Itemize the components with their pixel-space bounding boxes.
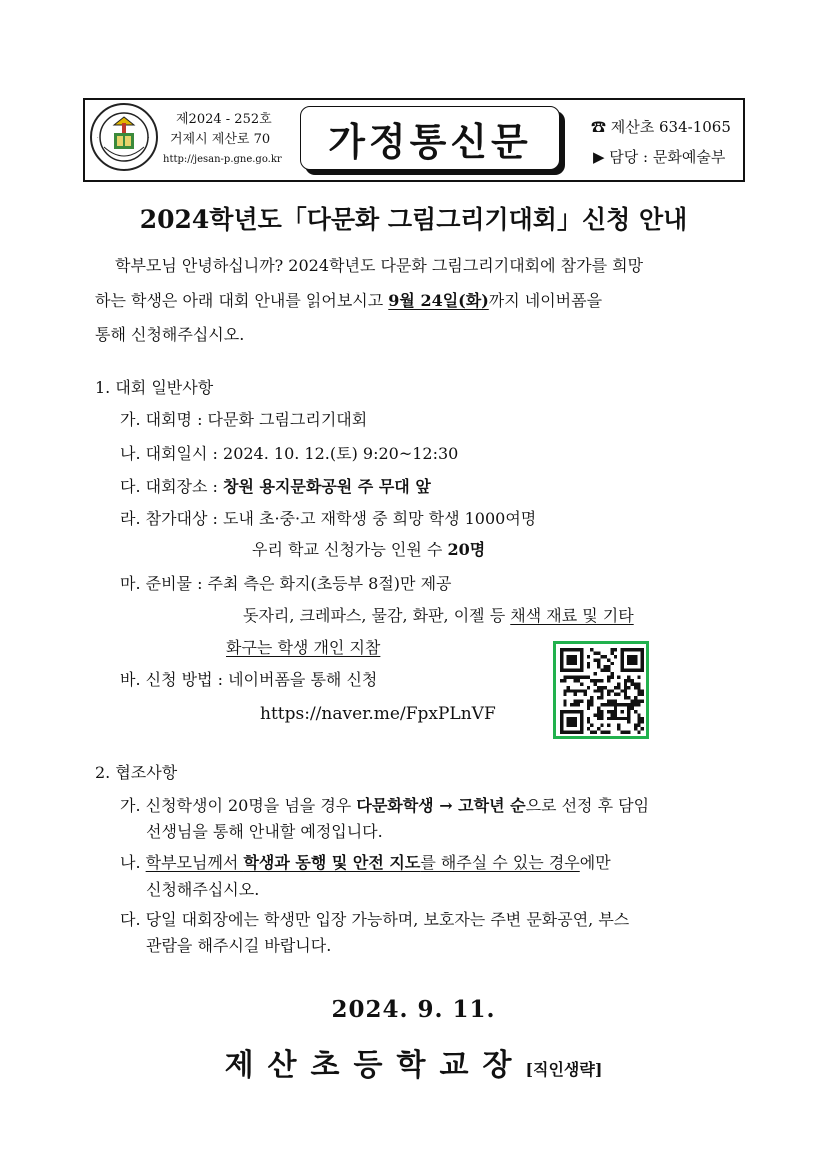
venue-label: 다. 대회장소 :: [120, 477, 224, 496]
contest-date: 나. 대회일시 : 2024. 10. 12.(토) 9:20~12:30: [120, 444, 459, 463]
venue-value: 창원 용지문화공원 주 무대 앞: [223, 477, 431, 496]
page-title: 2024학년도「다문화 그림그리기대회」신청 안내: [139, 205, 688, 234]
cooperation-a-line-2: 선생님을 통해 안내할 예정입니다.: [146, 822, 383, 841]
school-url[interactable]: http://jesan-p.gne.go.kr: [163, 154, 282, 165]
intro-line-3: 통해 신청해주십시오.: [95, 325, 245, 344]
newsletter-title-box: [300, 106, 560, 170]
intro-text: 하는 학생은 아래 대회 안내를 읽어보시고: [95, 291, 389, 310]
school-name: 제산초등학교장: [224, 1048, 526, 1083]
newsletter-title: 가정통신문: [328, 118, 532, 164]
phone-number: ☎ 제산초 634-1065: [591, 118, 731, 136]
cooperation-c-line-1: 다. 당일 대회장에는 학생만 입장 가능하며, 보호자는 주변 문화공연, 부스: [120, 910, 630, 929]
deadline: 9월 24일(화): [388, 291, 489, 310]
contest-target: 라. 참가대상 : 도내 초·중·고 재학생 중 희망 학생 1000여명: [120, 509, 537, 528]
coop-text: 를 해주실 수 있는 경우: [420, 853, 580, 872]
apply-link[interactable]: https://naver.me/FpxPLnVF: [260, 704, 496, 724]
supplies-line-2: [243, 606, 634, 626]
apply-method: 바. 신청 방법 : 네이버폼을 통해 신청: [120, 670, 378, 689]
coop-text: 에만: [579, 853, 611, 872]
coop-text: 으로 선정 후 담임: [525, 796, 650, 815]
supplies-text: 돗자리, 크레파스, 물감, 화판, 이젤 등: [243, 606, 511, 625]
contest-name: 가. 대회명 : 다문화 그림그리기대회: [120, 410, 368, 429]
cooperation-a-line-1: [120, 796, 649, 816]
cooperation-b-line-2: 신청해주십시오.: [146, 880, 260, 899]
issue-number: 제2024 - 252호: [176, 112, 272, 127]
school-signature: [0, 1040, 827, 1084]
supplies-line-3: 화구는 학생 개인 지참: [226, 638, 381, 657]
school-emblem-icon: [90, 103, 158, 171]
coop-underlined: [146, 853, 580, 872]
coop-text: 나.: [120, 853, 146, 872]
cooperation-b-line-1: [120, 853, 611, 873]
coop-text: 학부모님께서: [145, 853, 244, 872]
svg-text:·: ·: [97, 135, 99, 141]
coop-emphasis: 다문화학생 → 고학년 순: [356, 796, 526, 815]
intro-text: 까지 네이버폼을: [488, 291, 603, 310]
quota-value: 20명: [447, 540, 486, 559]
supplies-line-1: 마. 준비물 : 주최 측은 화지(초등부 8절)만 제공: [120, 574, 452, 593]
qr-code-icon[interactable]: [553, 641, 649, 739]
section-2-heading: 2. 협조사항: [95, 763, 178, 782]
seal-note: [직인생략]: [525, 1060, 603, 1079]
contest-venue: [120, 477, 431, 497]
contact-department: ▶ 담당 : 문화예술부: [593, 148, 726, 166]
svg-text:·: ·: [148, 135, 150, 141]
school-quota: [252, 540, 485, 560]
issue-date: 2024. 9. 11.: [331, 996, 496, 1023]
school-address: 거제시 제산로 70: [170, 132, 271, 147]
supplies-emphasis: 채색 재료 및 기타: [510, 606, 634, 625]
coop-text: 가. 신청학생이 20명을 넘을 경우: [120, 796, 357, 815]
intro-line-2: [95, 291, 602, 311]
intro-line-1: 학부모님 안녕하십니까? 2024학년도 다문화 그림그리기대회에 참가를 희망: [115, 256, 644, 275]
section-1-heading: 1. 대회 일반사항: [95, 378, 214, 397]
cooperation-c-line-2: 관람을 해주시길 바랍니다.: [146, 936, 332, 955]
coop-emphasis: 학생과 동행 및 안전 지도: [243, 853, 421, 872]
quota-label: 우리 학교 신청가능 인원 수: [252, 540, 448, 559]
